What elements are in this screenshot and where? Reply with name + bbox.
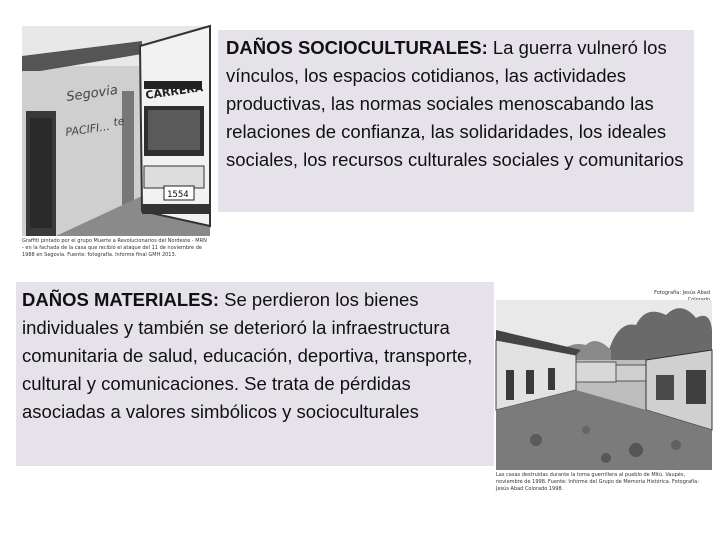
material-damage-box	[16, 282, 494, 466]
material-heading: DAÑOS MATERIALES:	[22, 289, 219, 310]
svg-text:te: te	[112, 114, 126, 129]
photo-bottom-caption: Las casas destruidas durante la toma guerrillera al pueblo de Mitú. Vaupés, noviembre de 1998. Fuente: Informe del Grupo de Memoria Histórica. Fotografía: Jesús Abad Colorado 1998.	[496, 472, 699, 492]
svg-text:1554: 1554	[167, 190, 189, 200]
svg-text:PACIFI...: PACIFI...	[64, 119, 111, 139]
svg-text:CARRERA: CARRERA	[144, 81, 204, 102]
socio-cultural-heading: DAÑOS SOCIOCULTURALES:	[226, 37, 488, 58]
socio-cultural-body: La guerra vulneró los vínculos, los espacios cotidianos, las actividades productivas, las normas sociales menoscabando las relaciones de confianza, las solidaridades, los ideales sociales, los recursos culturales sociales y comunitarios	[226, 37, 684, 170]
bus-illustration	[140, 26, 210, 226]
socio-cultural-damage-box	[218, 30, 694, 212]
svg-text:Segovia: Segovia	[65, 82, 119, 105]
photo-town-graffiti-bus	[22, 26, 210, 236]
photo-top-caption: Graffiti pintado por el grupo Muerte a Revolucionarios del Nordeste - MRN - en la fachada de la casa que recibió el ataque del 11 de noviembre de 1988 en Segovia. Fuente: fotografía. Informe final GMH 2013.	[22, 238, 207, 258]
photo-destroyed-houses	[496, 300, 712, 470]
photo-bottom-credit: Fotografía: Jesús Abad	[654, 290, 710, 296]
material-body: Se perdieron los bienes individuales y también se deterioró la infraestructura comunitaria de salud, educación, deportiva, transporte, cultural y comunicaciones. Se trata de pérdidas asociadas a valores simbólicos y socioculturales	[22, 289, 473, 422]
